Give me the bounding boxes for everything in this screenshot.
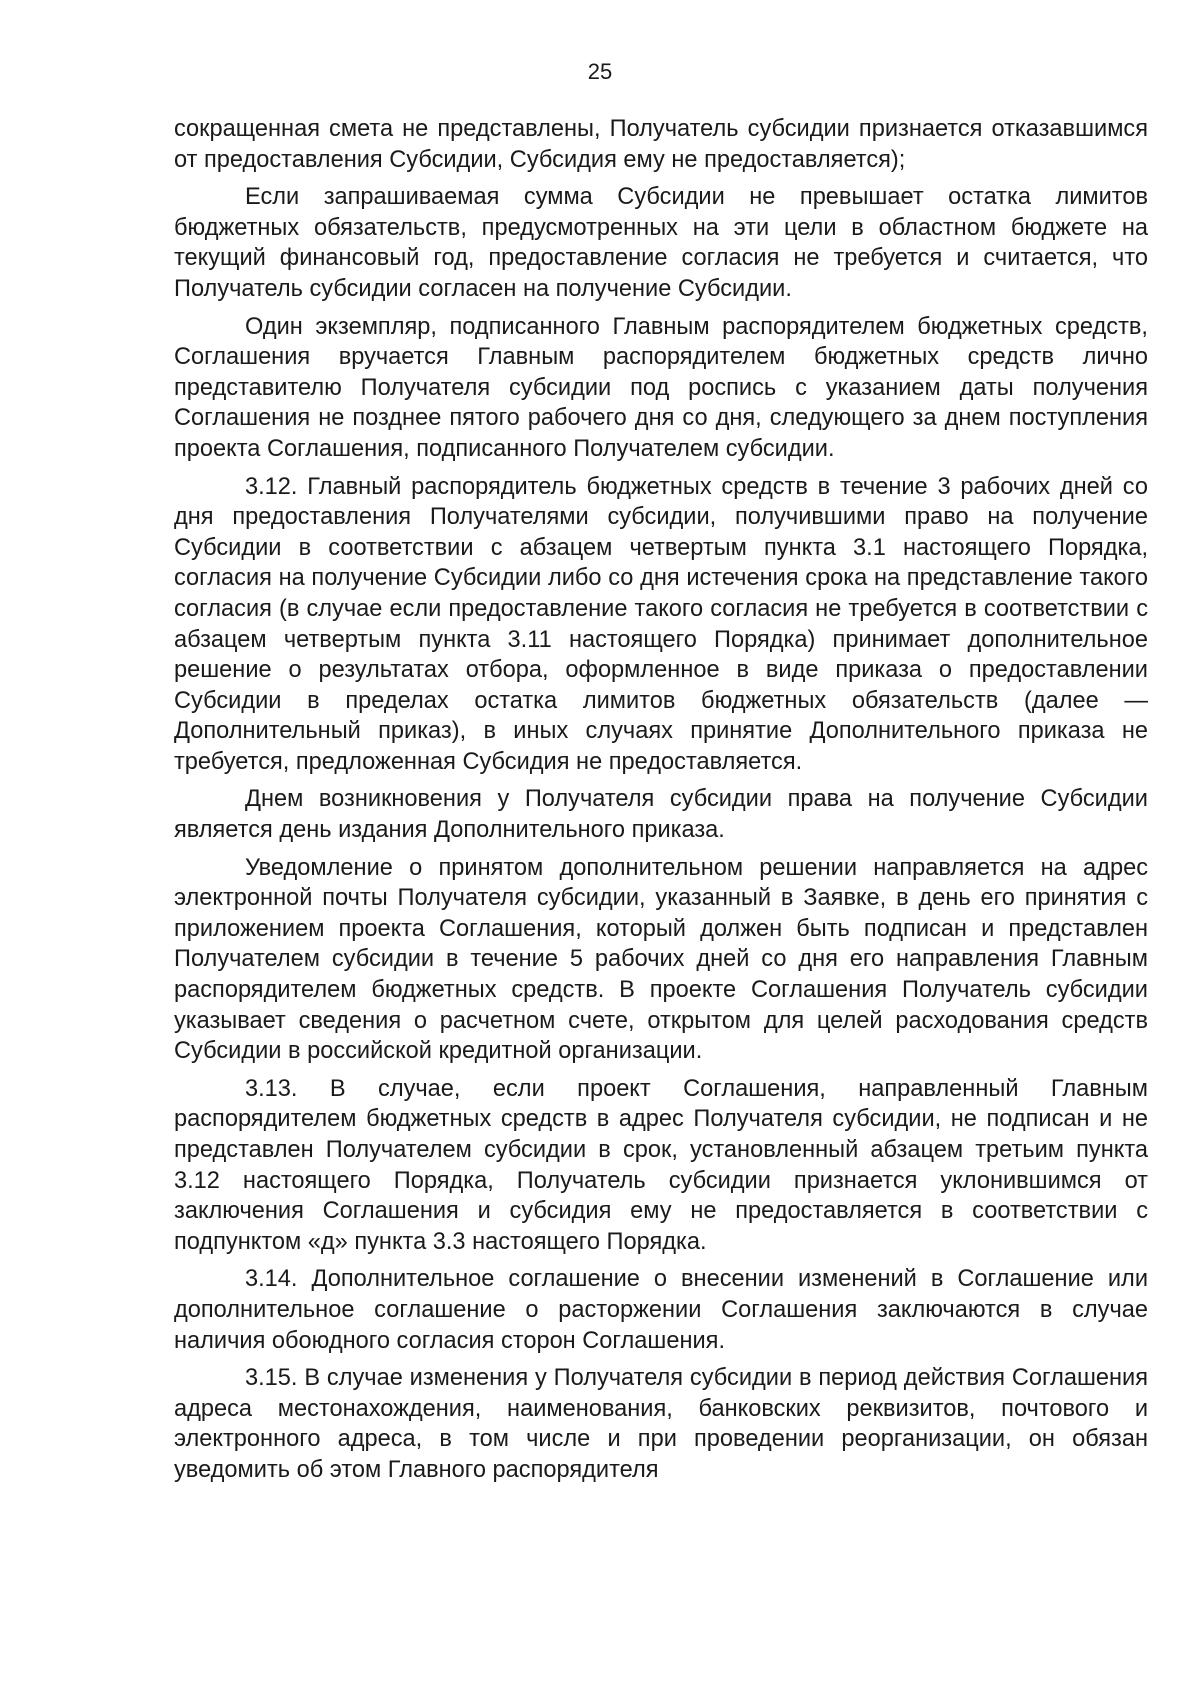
paragraph-clause-3-14: 3.14. Дополнительное соглашение о внесении изменений в Соглашение или дополнительное соглашение о расторжении Соглашения заключаются в случае наличия обоюдного согласия сторон Соглашения. [174, 1266, 1148, 1354]
paragraph-right-arises: Днем возникновения у Получателя субсидии права на получение Субсидии является день издания Дополнительного приказа. [174, 786, 1148, 844]
paragraph-clause-3-12: 3.12. Главный распорядитель бюджетных средств в течение 3 рабочих дней со дня предоставления Получателями субсидии, получившими право на получение Субсидии в соответствии с абзацем четвертым пункта 3.1 настоящего Порядка, согласия на получение Субсидии либо со дня истечения срока на представление такого согласия (в случае если предоставление такого согласия не требуется в соответствии с абзацем четвертым пункта 3.11 настоящего Порядка) принимает дополнительное решение о результатах отбора, оформленное в виде приказа о предоставлении Субсидии в пределах остатка лимитов бюджетных обязательств (далее — Дополнительный приказ), в иных случаях принятие Дополнительного приказа не требуется, предложенная Субсидия не предоставляется. [174, 473, 1148, 775]
page-number: 25 [587, 59, 613, 84]
paragraph-consent-not-required: Если запрашиваемая сумма Субсидии не превышает остатка лимитов бюджетных обязательств, предусмотренных на эти цели в областном бюджете на текущий финансовый год, предоставление согласия не требуется и считается, что Получатель субсидии согласен на получение Субсидии. [174, 184, 1148, 302]
paragraph-clause-3-15: 3.15. В случае изменения у Получателя субсидии в период действия Соглашения адреса местонахождения, наименования, банковских реквизитов, почтового и электронного адреса, в том числе и при проведении реорганизации, он обязан уведомить об этом Главного распорядителя [174, 1365, 1148, 1483]
paragraph-clause-3-13: 3.13. В случае, если проект Соглашения, направленный Главным распорядителем бюджетных средств в адрес Получателя субсидии, не подписан и не представлен Получателем субсидии в срок, установленный абзацем третьим пункта 3.12 настоящего Порядка, Получатель субсидии признается уклонившимся от заключения Соглашения и субсидия ему не предоставляется в соответствии с подпунктом «д» пункта 3.3 настоящего Порядка. [174, 1075, 1148, 1255]
document-body [174, 114, 1148, 1493]
paragraph-agreement-copy: Один экземпляр, подписанного Главным распорядителем бюджетных средств, Соглашения вручается Главным распорядителем бюджетных средств лично представителю Получателя субсидии под роспись с указанием даты получения Соглашения не позднее пятого рабочего дня со дня, следующего за днем поступления проекта Соглашения, подписанного Получателем субсидии. [174, 313, 1148, 462]
paragraph-continuation: сокращенная смета не представлены, Получатель субсидии признается отказавшимся от предоставления Субсидии, Субсидия ему не предоставляется); [174, 116, 1148, 173]
paragraph-notification: Уведомление о принятом дополнительном решении направляется на адрес электронной почты Получателя субсидии, указанный в Заявке, в день его принятия с приложением проекта Соглашения, который должен быть подписан и представлен Получателем субсидии в течение 5 рабочих дней со дня его направления Главным распорядителем бюджетных средств. В проекте Соглашения Получатель субсидии указывает сведения о расчетном счете, открытом для целей расходования средств Субсидии в российской кредитной организации. [174, 854, 1148, 1065]
